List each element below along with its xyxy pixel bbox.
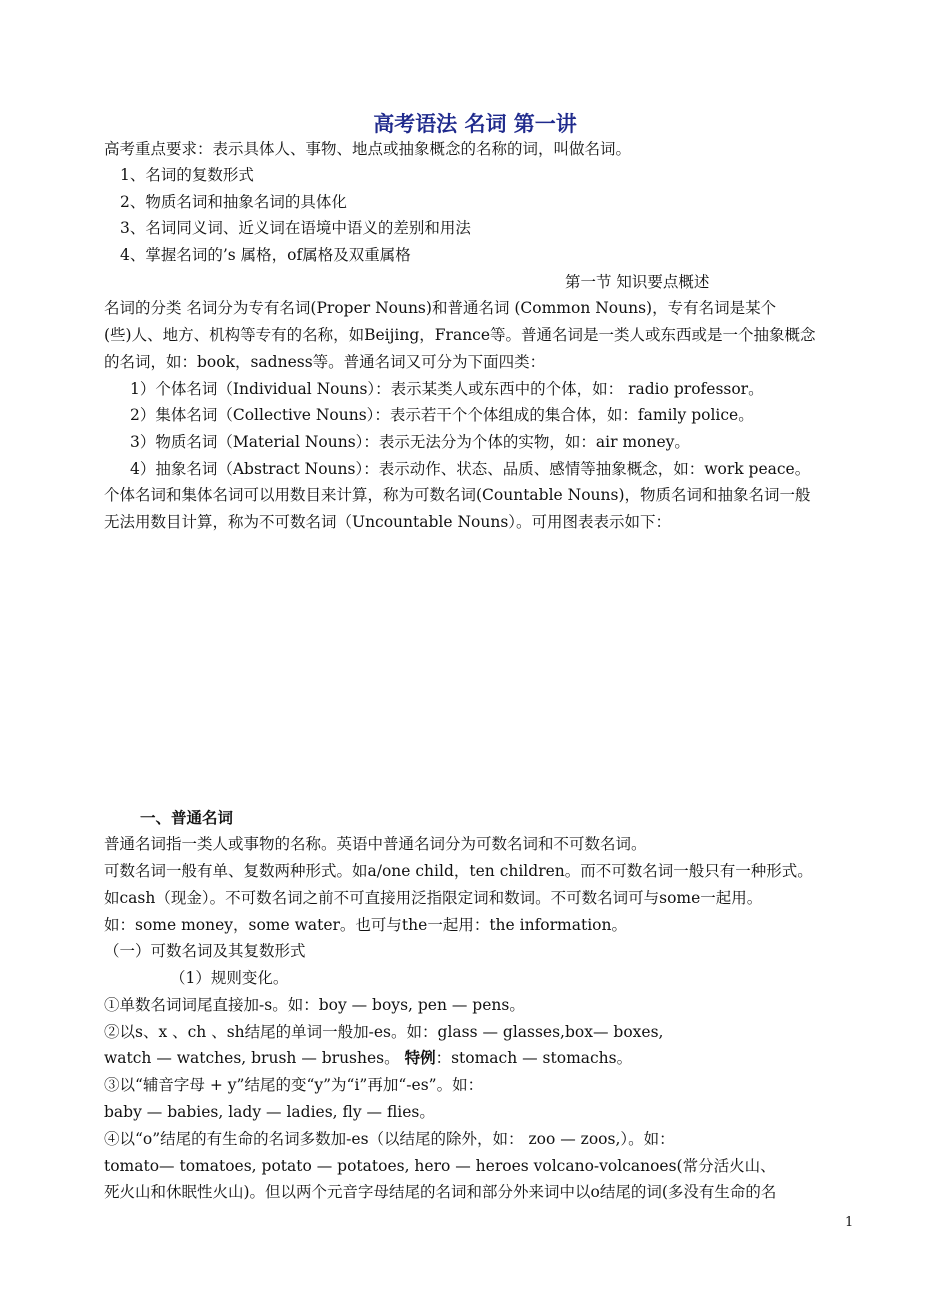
rule-4-examples: tomato— tomatoes, potato — potatoes, hero — heroes volcano-volcanoes(常分活火山、 [104,1157,776,1175]
point-4: 4、掌握名词的’s 属格，of属格及双重属格 [120,246,411,264]
type-material: 3）物质名词（Material Nouns）：表示无法分为个体的实物，如：air money。 [130,433,690,451]
point-2: 2、物质名词和抽象名词的具体化 [120,193,347,211]
common-body-3: 如cash（现金）。不可数名词之前不可直接用泛指限定词和数词。不可数名词可与some一起用。 [104,889,763,907]
type-collective: 2）集体名词（Collective Nouns）：表示若干个个体组成的集合体，如：family police。 [130,406,754,424]
type-abstract: 4）抽象名词（Abstract Nouns）：表示动作、状态、品质、感情等抽象概念，如：work peace。 [130,460,811,478]
classification-line-2: (些)人、地方、机构等专有的名称，如Beijing，France等。普通名词是一类人或东西或是一个抽象概念 [104,326,816,344]
rule-2: ②以s、x 、ch 、sh结尾的单词一般加-es。如：glass — glasses,box— boxes, [104,1023,664,1041]
requirement-text: 高考重点要求：表示具体人、事物、地点或抽象概念的名称的词，叫做名词。 [104,140,632,158]
point-1: 1、名词的复数形式 [120,166,254,184]
rule-3-examples: baby — babies, lady — ladies, fly — flies。 [104,1103,435,1121]
common-body-2: 可数名词一般有单、复数两种形式。如a/one child，ten children。而不可数名词一般只有一种形式。 [104,862,813,880]
document-title: 高考语法 名词 第一讲 [373,112,577,136]
rule-1: ①单数名词词尾直接加-s。如：boy — boys, pen — pens。 [104,996,525,1014]
rule-4-continued: 死火山和休眠性火山)。但以两个元音字母结尾的名词和部分外来词中以o结尾的词(多没有生命的名 [104,1183,777,1201]
summary-line-1: 个体名词和集体名词可以用数目来计算，称为可数名词(Countable Nouns)，物质名词和抽象名词一般 [104,486,811,504]
rule-2-examples: watch — watches, brush — brushes。 [104,1049,405,1067]
common-body-1: 普通名词指一类人或事物的名称。英语中普通名词分为可数名词和不可数名词。 [104,835,647,853]
rule-3: ③以“辅音字母 + y”结尾的变“y”为“i”再加“-es”。如： [104,1076,484,1094]
classification-line-1: 名词的分类 名词分为专有名词(Proper Nouns)和普通名词 (Common Nouns)，专有名词是某个 [104,299,777,317]
common-nouns-heading: 一、普通名词 [140,809,234,827]
type-individual: 1）个体名词（Individual Nouns）：表示某类人或东西中的个体，如： radio professor。 [130,380,764,398]
point-3: 3、名词同义词、近义词在语境中语义的差别和用法 [120,219,471,237]
regular-change-heading: （1）规则变化。 [170,969,289,987]
countable-subheading: （一）可数名词及其复数形式 [104,942,306,960]
section-heading: 第一节 知识要点概述 [565,273,710,291]
rule-2-continued [104,1048,632,1068]
common-body-4: 如：some money，some water。也可与the一起用：the information。 [104,916,627,934]
classification-line-3: 的名词，如：book，sadness等。普通名词又可分为下面四类： [104,353,546,371]
exception-text: ：stomach — stomachs。 [435,1049,633,1067]
rule-4: ④以“o”结尾的有生命的名词多数加-es（以结尾的除外，如： zoo — zoos,）。如： [104,1130,675,1148]
page-number: 1 [845,1215,854,1230]
exception-label: 特例 [404,1049,436,1067]
summary-line-2: 无法用数目计算，称为不可数名词（Uncountable Nouns）。可用图表表示如下： [104,513,672,531]
